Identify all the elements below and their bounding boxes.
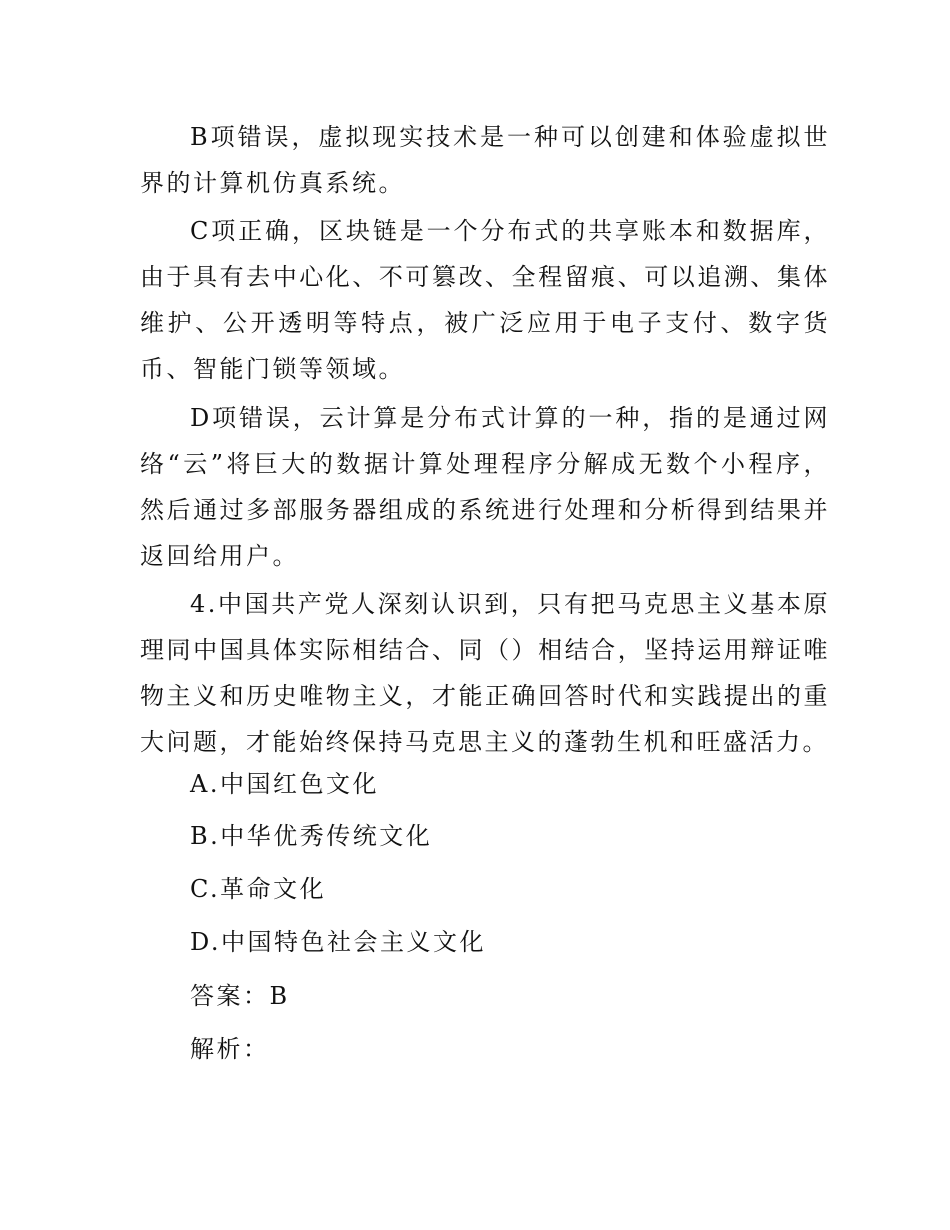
choice-d: D.中国特色社会主义文化 xyxy=(190,928,487,956)
choice-c: C.革命文化 xyxy=(190,875,327,903)
analysis-label: 解析： xyxy=(190,1035,270,1063)
option-b-explanation: B项错误，虚拟现实技术是一种可以创建和体验虚拟世界的计算机仿真系统。 xyxy=(140,123,830,197)
choice-b: B.中华优秀传统文化 xyxy=(190,822,433,850)
option-c-explanation: C项正确，区块链是一个分布式的共享账本和数据库，由于具有去中心化、不可篡改、全程留痕、可以追溯、集体维护、公开透明等特点，被广泛应用于电子支付、数字货币、智能门锁等领域。 xyxy=(140,217,830,383)
answer-line: 答案：B xyxy=(190,982,290,1010)
option-d-explanation: D项错误，云计算是分布式计算的一种，指的是通过网络“云”将巨大的数据计算处理程序分解成无数个小程序，然后通过多部服务器组成的系统进行处理和分析得到结果并返回给用户。 xyxy=(140,404,830,570)
question-4: 4.中国共产党人深刻认识到，只有把马克思主义基本原理同中国具体实际相结合、同（）相结合，坚持运用辩证唯物主义和历史唯物主义，才能正确回答时代和实践提出的重大问题，才能始终保持马克思主义的蓬勃生机和旺盛活力。 xyxy=(140,590,830,756)
choice-a: A.中国红色文化 xyxy=(190,770,379,798)
